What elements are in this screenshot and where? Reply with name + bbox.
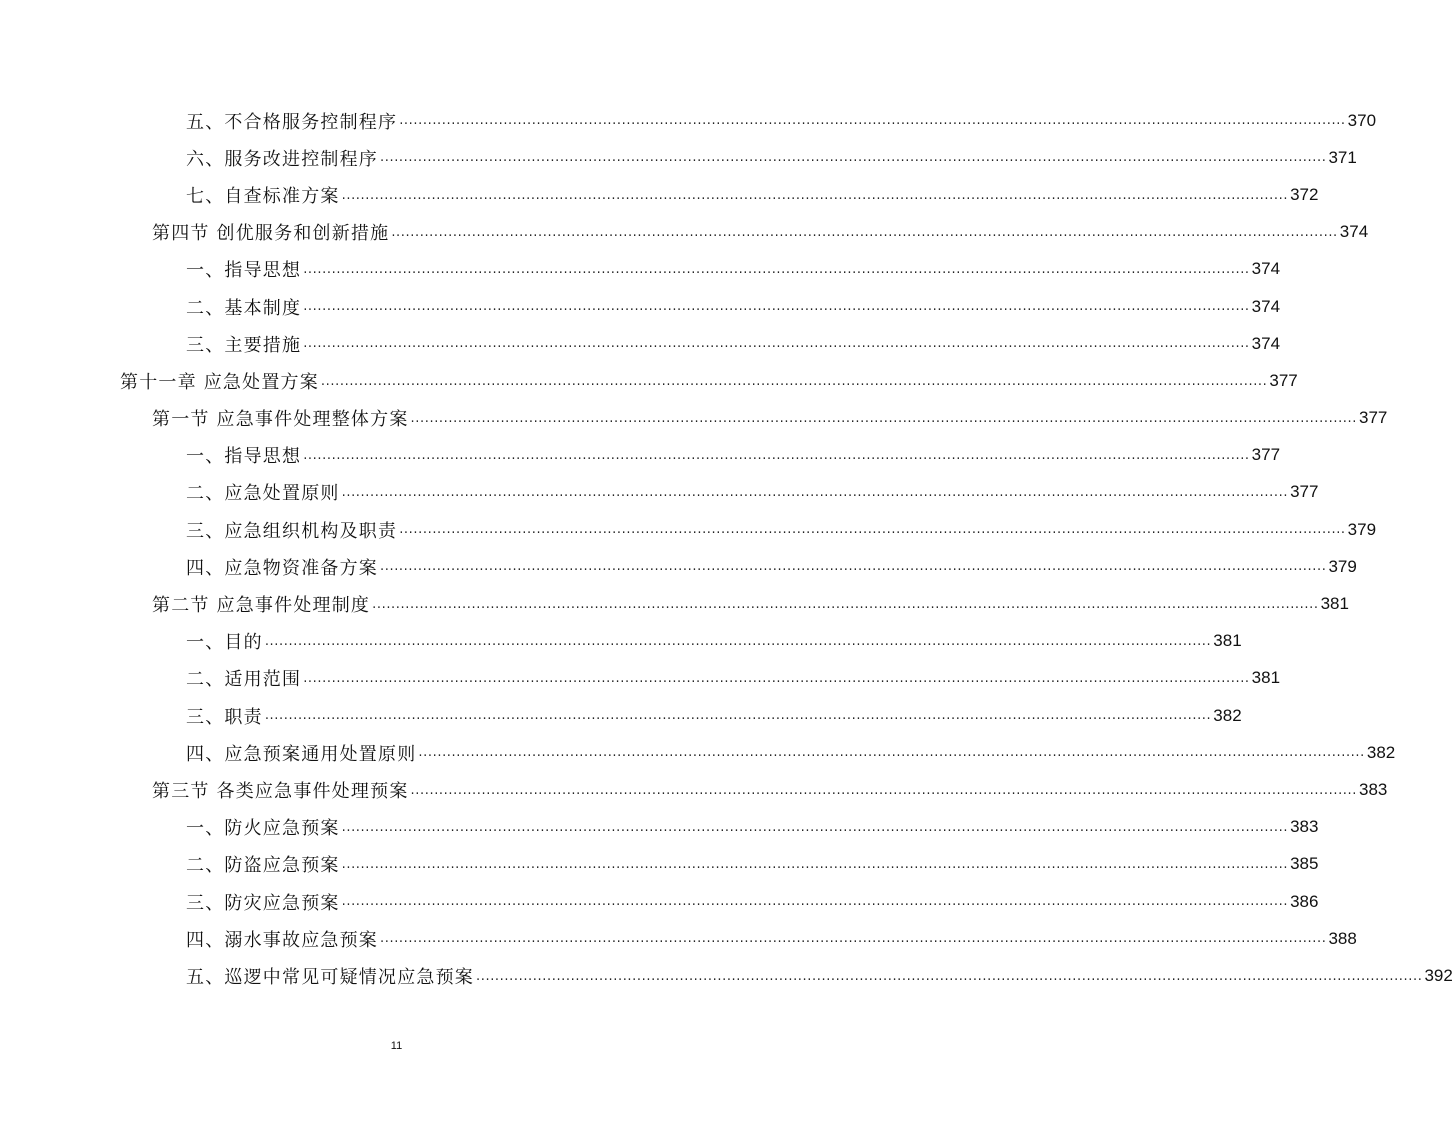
toc-entry-title: 四、溺水事故应急预案 [186,929,378,951]
toc-entry-title: 三、主要措施 [186,334,302,356]
toc-leader-dots: ........................................................................................................................................................................................................ [391,224,1338,240]
toc-entry-page: 374 [1251,259,1281,279]
toc-entry-page: 381 [1213,631,1242,651]
toc-leader-dots: ........................................................................................................................................................................................................ [320,373,1268,389]
toc-entry-page: 385 [1290,854,1319,874]
toc-entry-page: 382 [1366,742,1396,762]
toc-entry[interactable] [0,920,1357,957]
toc-leader-dots: ........................................................................................................................................................................................................ [418,745,1365,761]
toc-leader-dots: ........................................................................................................................................................................................................ [399,113,1346,129]
toc-entry[interactable] [0,139,1357,176]
toc-entry-page: 377 [1290,482,1319,502]
toc-entry-page: 371 [1328,147,1357,167]
toc-entry[interactable] [0,176,1319,213]
toc-entry[interactable] [0,437,1281,474]
toc-leader-dots: ........................................................................................................................................................................................................ [341,819,1289,835]
toc-leader-dots: ........................................................................................................................................................................................................ [372,596,1319,612]
toc-entry-page: 381 [1251,668,1281,688]
toc-entry-page: 379 [1328,556,1357,576]
toc-leader-dots: ........................................................................................................................................................................................................ [410,782,1357,798]
toc-entry-title: 四、应急预案通用处置原则 [186,743,417,765]
toc-entry[interactable] [0,957,1453,994]
toc-entry-title: 第十一章 应急处置方案 [120,371,319,393]
toc-entry-page: 383 [1290,817,1319,837]
toc-entry-title: 三、职责 [186,706,263,728]
toc-entry-page: 374 [1339,222,1369,242]
toc-leader-dots: ........................................................................................................................................................................................................ [341,485,1289,501]
toc-entry-title: 二、防盗应急预案 [186,855,340,877]
toc-entry-title: 二、基本制度 [186,297,302,319]
toc-entry[interactable] [0,251,1281,288]
toc-leader-dots: ........................................................................................................................................................................................................ [303,671,1250,686]
toc-entry-page: 374 [1251,296,1281,316]
toc-entry[interactable] [0,325,1281,362]
toc-entry-page: 382 [1213,705,1242,725]
toc-leader-dots: ........................................................................................................................................................................................................ [410,410,1357,426]
toc-leader-dots: ........................................................................................................................................................................................................ [399,522,1346,538]
toc-entry[interactable] [0,102,1377,139]
toc-leader-dots: ........................................................................................................................................................................................................ [341,894,1289,910]
toc-entry-title: 第四节 创优服务和创新措施 [152,223,390,245]
toc-entry-title: 一、目的 [186,632,263,654]
toc-entry-page: 372 [1290,184,1319,204]
toc-entry[interactable] [0,511,1377,548]
toc-entry-title: 七、自查标准方案 [186,185,340,207]
toc-entry[interactable] [0,809,1319,846]
toc-leader-dots: ........................................................................................................................................................................................................ [303,336,1250,352]
toc-entry[interactable] [0,771,1388,808]
toc-entry-title: 第一节 应急事件处理整体方案 [152,409,409,431]
toc-leader-dots: ........................................................................................................................................................................................................ [380,559,1327,575]
toc-entry[interactable] [0,585,1349,622]
toc-entry-title: 四、应急物资准备方案 [186,557,378,579]
toc-entry[interactable] [0,660,1281,697]
toc-entry-page: 377 [1359,408,1388,428]
toc-entry-title: 六、服务改进控制程序 [186,148,378,170]
toc-entry[interactable] [0,362,1298,399]
toc-entry-title: 一、指导思想 [186,260,302,282]
toc-entry[interactable] [0,734,1396,771]
toc-entry[interactable] [0,400,1388,437]
toc-entry-page: 388 [1328,928,1357,948]
toc-entry-page: 374 [1251,333,1281,353]
toc-entry-title: 三、应急组织机构及职责 [186,520,398,542]
toc-entry[interactable] [0,883,1319,920]
toc-entry[interactable] [0,474,1319,511]
toc-entry-page: 377 [1269,370,1298,390]
toc-leader-dots: ........................................................................................................................................................................................................ [264,708,1212,724]
toc-leader-dots: ........................................................................................................................................................................................................ [303,447,1250,463]
toc-entry-title: 第二节 应急事件处理制度 [152,595,371,617]
toc-entry[interactable] [0,846,1319,883]
toc-entry-page: 383 [1359,779,1388,799]
toc-entry-page: 379 [1347,519,1377,539]
toc-leader-dots: ........................................................................................................................................................................................................ [380,150,1327,166]
toc-entry[interactable] [0,623,1242,660]
toc-entry-page: 381 [1320,594,1349,614]
toc-entry-title: 五、巡逻中常见可疑情况应急预案 [186,966,474,988]
toc-entry-page: 370 [1347,110,1377,130]
toc-leader-dots: ........................................................................................................................................................................................................ [341,187,1289,203]
toc-entry-title: 五、不合格服务控制程序 [186,111,398,133]
toc-entry[interactable] [0,214,1369,251]
toc-entry-title: 一、防火应急预案 [186,818,340,840]
toc-leader-dots: ........................................................................................................................................................................................................ [303,299,1250,315]
toc-leader-dots: ........................................................................................................................................................................................................ [264,633,1212,649]
toc-entry-page: 386 [1290,891,1319,911]
toc-entry-page: 392 [1424,965,1453,985]
toc-leader-dots: ........................................................................................................................................................................................................ [341,856,1289,872]
toc-entry-title: 一、指导思想 [186,446,302,468]
toc-entry[interactable] [0,697,1242,734]
toc-entry-title: 二、应急处置原则 [186,483,340,505]
toc-entry[interactable] [0,288,1281,325]
toc-entry-title: 三、防灾应急预案 [186,892,340,914]
toc-leader-dots: ........................................................................................................................................................................................................ [476,968,1423,984]
toc-entry[interactable] [0,548,1357,585]
toc-leader-dots: ........................................................................................................................................................................................................ [303,261,1250,277]
toc-entry-page: 377 [1251,445,1281,465]
toc-entry-title: 第三节 各类应急事件处理预案 [152,780,409,802]
toc-entry-title: 二、适用范围 [186,669,302,691]
table-of-contents [0,102,1453,995]
toc-leader-dots: ........................................................................................................................................................................................................ [380,931,1327,947]
page-number: 11 [390,1040,403,1052]
